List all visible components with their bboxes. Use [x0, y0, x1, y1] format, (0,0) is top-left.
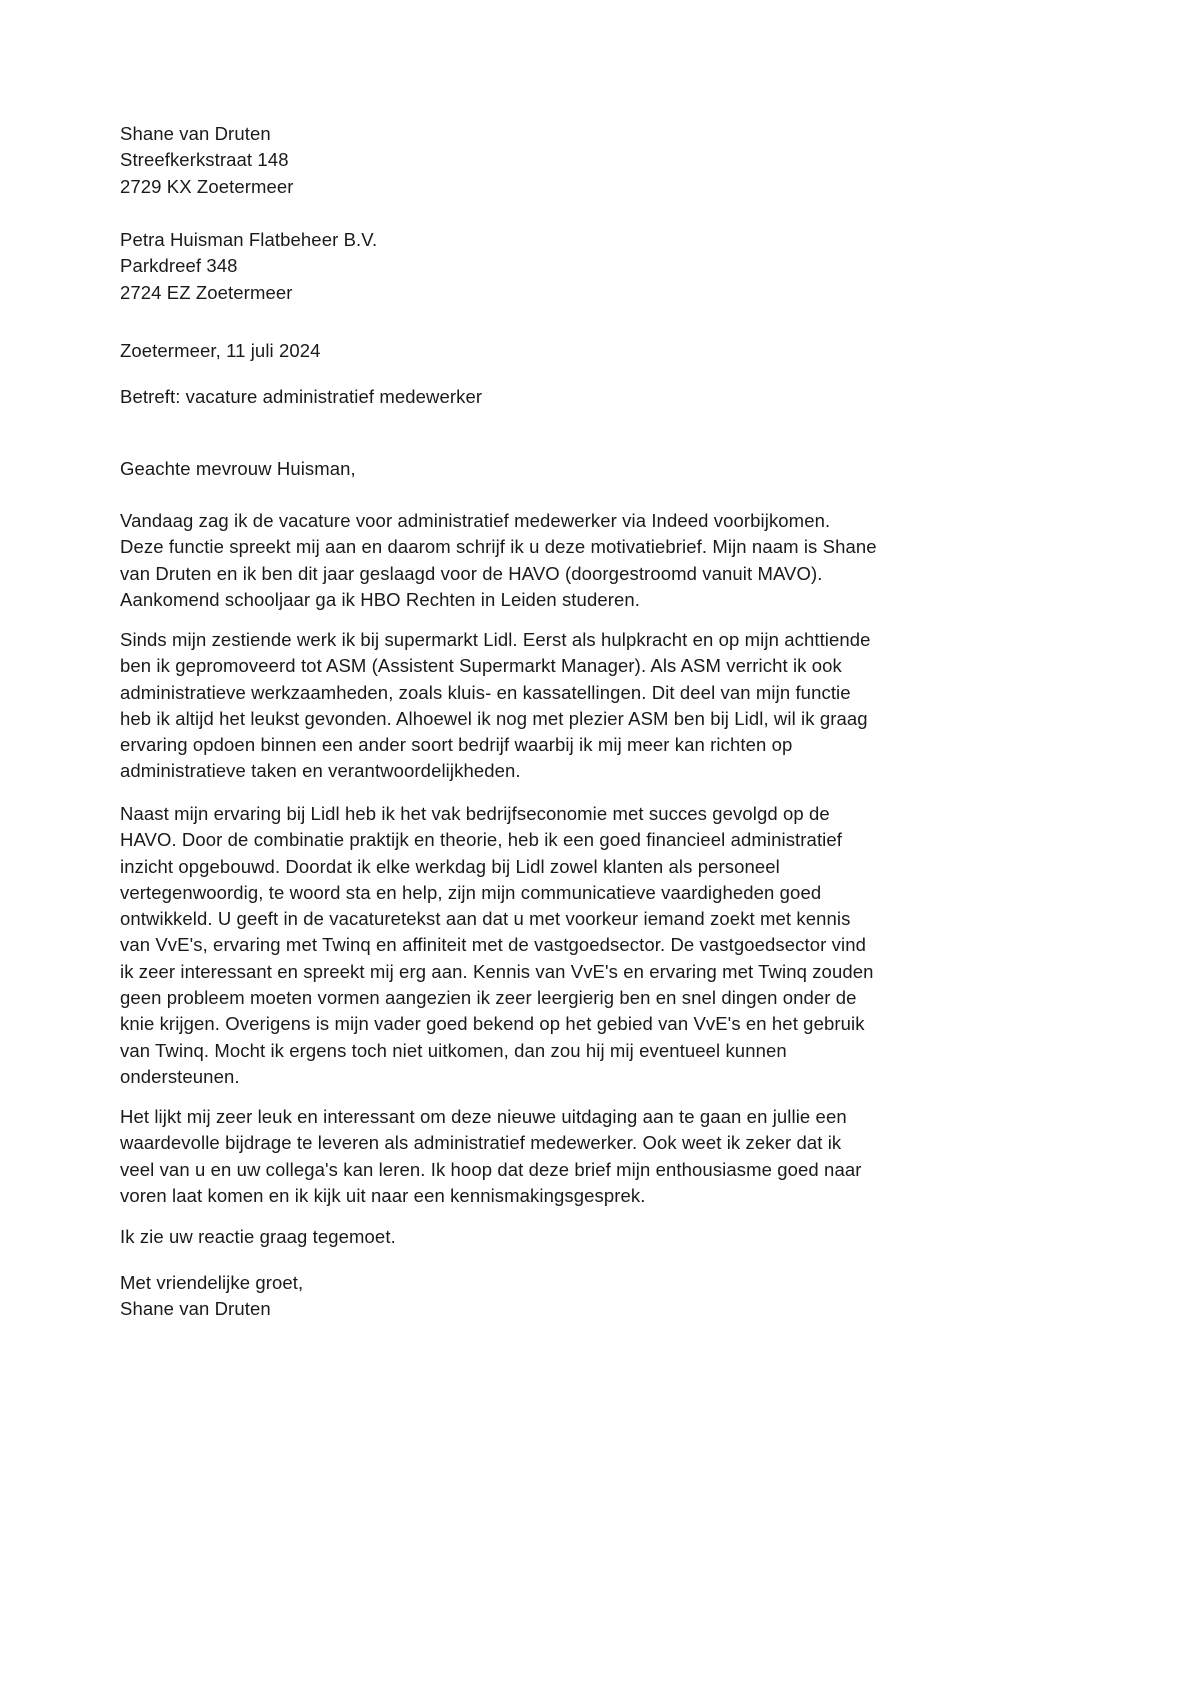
text-line: Petra Huisman Flatbeheer B.V. [120, 229, 378, 250]
text-line: knie krijgen. Overigens is mijn vader goed bekend op het gebied van VvE's en het gebruik [120, 1013, 865, 1035]
text-line: waardevolle bijdrage te leveren als administratief medewerker. Ook weet ik zeker dat ik [120, 1132, 842, 1154]
text-line: Ik zie uw reactie graag tegemoet. [120, 1226, 396, 1247]
closing [120, 1270, 303, 1323]
text-line: van Druten en ik ben dit jaar geslaagd voor de HAVO (doorgestroomd vanuit MAVO). [120, 562, 823, 584]
paragraph-4 [120, 1104, 861, 1209]
paragraph-2 [120, 627, 871, 785]
text-line: Vandaag zag ik de vacature voor administratief medewerker via Indeed voorbijkomen. [120, 510, 831, 531]
salutation [120, 456, 356, 482]
text-line: ondersteunen. [120, 1065, 240, 1087]
letter-date [120, 338, 321, 364]
text-line: ik zeer interessant en spreekt mij erg aan. Kennis van VvE's en ervaring met Twinq zouden [120, 960, 874, 982]
letter-subject [120, 384, 482, 410]
text-line: heb ik altijd het leukst gevonden. Alhoewel ik nog met plezier ASM ben bij Lidl, wil ik graag [120, 707, 868, 729]
text-line: administratieve taken en verantwoordelijkheden. [120, 760, 521, 782]
text-line: Naast mijn ervaring bij Lidl heb ik het vak bedrijfseconomie met succes gevolgd op de [120, 803, 830, 824]
sender-address [120, 121, 294, 200]
paragraph-1 [120, 508, 877, 613]
text-line: Sinds mijn zestiende werk ik bij supermarkt Lidl. Eerst als hulpkracht en op mijn achttiende [120, 629, 871, 650]
text-line: geen probleem moeten vormen aangezien ik zeer leergierig ben en snel dingen onder de [120, 987, 857, 1009]
text-line: ben ik gepromoveerd tot ASM (Assistent Supermarkt Manager). Als ASM verricht ik ook [120, 655, 842, 677]
text-line: inzicht opgebouwd. Doordat ik elke werkdag bij Lidl zowel klanten als personeel [120, 855, 780, 877]
text-line: Het lijkt mij zeer leuk en interessant om deze nieuwe uitdaging aan te gaan en jullie een [120, 1106, 847, 1127]
text-line: Streefkerkstraat 148 [120, 149, 289, 171]
text-line: 2729 KX Zoetermeer [120, 175, 294, 197]
text-line: van VvE's, ervaring met Twinq en affiniteit met de vastgoedsector. De vastgoedsector vind [120, 934, 866, 956]
text-line: Betreft: vacature administratief medewerker [120, 386, 483, 407]
text-line: Aankomend schooljaar ga ik HBO Rechten in Leiden studeren. [120, 588, 640, 610]
text-line: Shane van Druten [120, 123, 271, 144]
text-line: Geachte mevrouw Huisman, [120, 458, 356, 479]
text-line: administratieve werkzaamheden, zoals kluis- en kassatellingen. Dit deel van mijn functie [120, 681, 851, 703]
text-line: Parkdreef 348 [120, 255, 238, 277]
text-line: Shane van Druten [120, 1298, 271, 1320]
text-line: Deze functie spreekt mij aan en daarom schrijf ik u deze motivatiebrief. Mijn naam is Shane [120, 536, 877, 558]
text-line: Zoetermeer, 11 juli 2024 [120, 340, 321, 361]
text-line: HAVO. Door de combinatie praktijk en theorie, heb ik een goed financieel administratief [120, 829, 843, 851]
text-line: 2724 EZ Zoetermeer [120, 281, 293, 303]
paragraph-3 [120, 801, 874, 1090]
text-line: voren laat komen en ik kijk uit naar een kennismakingsgesprek. [120, 1184, 646, 1206]
recipient-address [120, 227, 377, 306]
text-line: ontwikkeld. U geeft in de vacaturetekst aan dat u met voorkeur iemand zoekt met kennis [120, 908, 851, 930]
text-line: van Twinq. Mocht ik ergens toch niet uitkomen, dan zou hij mij eventueel kunnen [120, 1039, 787, 1061]
paragraph-5 [120, 1224, 396, 1250]
text-line: ervaring opdoen binnen een ander soort bedrijf waarbij ik mij meer kan richten op [120, 734, 793, 756]
text-line: Met vriendelijke groet, [120, 1272, 304, 1293]
text-line: vertegenwoordig, te woord sta en help, zijn mijn communicatieve vaardigheden goed [120, 881, 822, 903]
text-line: veel van u en uw collega's kan leren. Ik hoop dat deze brief mijn enthousiasme goed naar [120, 1158, 862, 1180]
